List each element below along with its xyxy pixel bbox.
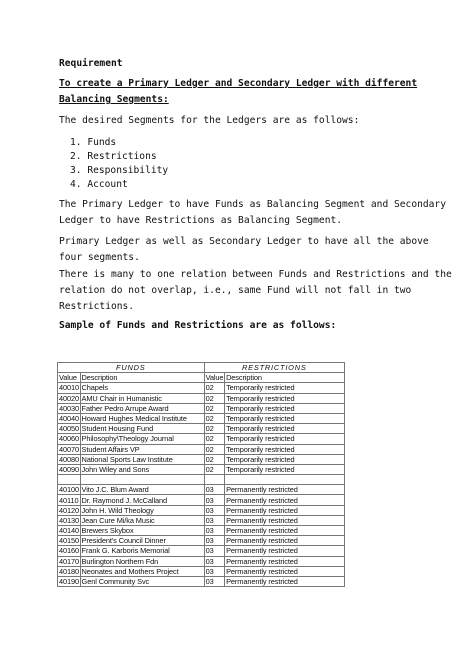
table-row <box>58 485 345 495</box>
paragraph-relation <box>59 267 452 315</box>
restriction-description-cell: Permanently restricted <box>225 556 345 566</box>
empty-cell <box>225 475 345 485</box>
column-header-value: Value <box>58 373 81 383</box>
fund-value-cell: 40040 <box>59 414 80 424</box>
fund-value-cell: 40030 <box>59 403 80 413</box>
table-body <box>58 363 345 587</box>
table-row <box>58 413 345 423</box>
restriction-value-cell: 03 <box>204 536 225 546</box>
restriction-value-cell: 03 <box>204 556 225 566</box>
paragraph-line: Restrictions. <box>59 301 135 312</box>
fund-description-cell: Student Housing Fund <box>80 424 204 434</box>
fund-value-cell: 40130 <box>59 515 80 525</box>
restriction-description-cell: Temporarily restricted <box>225 454 345 464</box>
fund-description-cell: AMU Chair in Humanistic <box>80 393 204 403</box>
requirement-title <box>59 76 419 108</box>
fund-value-cell: 40190 <box>59 577 80 587</box>
table-row <box>58 464 345 474</box>
fund-description-cell: Burlington Northern Fdn <box>80 556 204 566</box>
fund-description-cell: Brewers Skybox <box>80 526 204 536</box>
paragraph-line: relation do not overlap, i.e., same Fund will not fall in two <box>59 285 412 296</box>
paragraph-line: Primary Ledger as well as Secondary Ledger to have all the above <box>59 236 429 247</box>
restriction-description-cell: Permanently restricted <box>225 536 345 546</box>
restriction-value-cell: 03 <box>204 485 225 495</box>
table-row <box>58 403 345 413</box>
table-row <box>58 495 345 505</box>
fund-description-cell: President's Council Dinner <box>80 536 204 546</box>
fund-description-cell: Genl Community Svc <box>80 576 204 586</box>
fund-value-cell: 40110 <box>59 495 79 505</box>
table-row <box>58 526 345 536</box>
table-row <box>58 444 345 454</box>
fund-description-cell: John H. Wild Theology <box>80 505 204 515</box>
fund-value-cell: 40160 <box>59 546 80 556</box>
empty-cell <box>80 475 204 485</box>
table-row <box>58 546 345 556</box>
fund-value-cell: 40100 <box>59 485 80 495</box>
restrictions-header: RESTRICTIONS <box>204 363 344 373</box>
fund-description-cell: John Wiley and Sons <box>80 464 204 474</box>
restriction-value-cell: 02 <box>204 413 225 423</box>
restriction-value-cell: 02 <box>204 393 225 403</box>
list-item: 4. Account <box>70 179 128 190</box>
fund-value-cell: 40150 <box>59 536 80 546</box>
restriction-description-cell: Permanently restricted <box>225 546 345 556</box>
table-row <box>58 505 345 515</box>
restriction-value-cell: 02 <box>204 403 225 413</box>
table-row <box>58 454 345 464</box>
fund-description-cell: Neonates and Mothers Project <box>80 566 204 576</box>
paragraph-line: The Primary Ledger to have Funds as Balancing Segment and Secondary <box>59 199 446 210</box>
fund-description-cell: Chapels <box>80 383 204 393</box>
paragraph-segments <box>59 234 429 266</box>
restriction-value-cell: 03 <box>204 576 225 586</box>
fund-value-cell: 40120 <box>59 505 80 515</box>
restriction-value-cell: 03 <box>204 546 225 556</box>
restriction-value-cell: 02 <box>204 464 225 474</box>
restriction-value-cell: 03 <box>204 495 225 505</box>
fund-description-cell: Jean Cure Mi/ka Music <box>80 515 204 525</box>
restriction-description-cell: Permanently restricted <box>225 566 345 576</box>
table-row <box>58 434 345 444</box>
restriction-description-cell: Permanently restricted <box>225 515 345 525</box>
fund-description-cell: Philosophy\Theology Journal <box>80 434 204 444</box>
list-item: 3. Responsibility <box>70 165 169 176</box>
restriction-description-cell: Temporarily restricted <box>225 393 345 403</box>
restriction-description-cell: Temporarily restricted <box>225 444 345 454</box>
restriction-value-cell: 03 <box>204 526 225 536</box>
column-header-value: Value <box>205 373 224 383</box>
requirement-title-line2: Balancing Segments: <box>59 94 169 105</box>
fund-value-cell: 40050 <box>59 424 80 434</box>
list-item: 2. Restrictions <box>70 151 157 162</box>
restriction-value-cell: 02 <box>204 454 225 464</box>
table-row <box>58 556 345 566</box>
restriction-description-cell: Temporarily restricted <box>225 403 345 413</box>
fund-description-cell: Student Affairs VP <box>80 444 204 454</box>
restriction-value-cell: 02 <box>204 444 225 454</box>
table-row <box>58 536 345 546</box>
sample-heading: Sample of Funds and Restrictions are as follows: <box>59 320 337 331</box>
restriction-description-cell: Temporarily restricted <box>225 434 345 444</box>
table-row <box>58 383 345 393</box>
funds-restrictions-table <box>57 362 345 587</box>
restriction-description-cell: Temporarily restricted <box>225 413 345 423</box>
table-row <box>58 393 345 403</box>
fund-value-cell: 40170 <box>59 556 80 566</box>
segments-intro: The desired Segments for the Ledgers are as follows: <box>59 115 360 126</box>
fund-value-cell: 40080 <box>59 454 80 464</box>
empty-cell <box>58 475 81 485</box>
fund-value-cell: 40140 <box>59 526 80 536</box>
restriction-description-cell: Permanently restricted <box>225 485 345 495</box>
paragraph-line: four segments. <box>59 252 140 263</box>
fund-description-cell: Frank G. Karboris Memorial <box>80 546 204 556</box>
table-column-header-row <box>58 373 345 383</box>
table-row <box>58 424 345 434</box>
fund-description-cell: Father Pedro Arrupe Award <box>80 403 204 413</box>
list-item: 1. Funds <box>70 137 117 148</box>
restriction-description-cell: Temporarily restricted <box>225 464 345 474</box>
restriction-value-cell: 03 <box>204 505 225 515</box>
restriction-value-cell: 02 <box>204 424 225 434</box>
fund-description-cell: National Sports Law Institute <box>80 454 204 464</box>
fund-value-cell: 40020 <box>59 393 80 403</box>
fund-description-cell: Dr. Raymond J. McCalland <box>80 495 204 505</box>
column-header-description: Description <box>225 373 345 383</box>
restriction-description-cell: Temporarily restricted <box>225 383 345 393</box>
restriction-value-cell: 03 <box>204 515 225 525</box>
restriction-value-cell: 03 <box>204 566 225 576</box>
restriction-value-cell: 02 <box>204 434 225 444</box>
restriction-description-cell: Permanently restricted <box>225 576 345 586</box>
table-row <box>58 515 345 525</box>
fund-description-cell: Vito J.C. Blum Award <box>80 485 204 495</box>
fund-description-cell: Howard Hughes Medical Institute <box>80 413 204 423</box>
restriction-description-cell: Permanently restricted <box>225 495 345 505</box>
restriction-description-cell: Temporarily restricted <box>225 424 345 434</box>
restriction-description-cell: Permanently restricted <box>225 505 345 515</box>
fund-value-cell: 40090 <box>59 464 80 474</box>
document-heading: Requirement <box>59 58 123 69</box>
funds-header: FUNDS <box>58 363 205 373</box>
table-row <box>58 566 345 576</box>
fund-value-cell: 40010 <box>59 383 80 393</box>
restriction-value-cell: 02 <box>204 383 225 393</box>
paragraph-line: Ledger to have Restrictions as Balancing Segment. <box>59 215 343 226</box>
empty-cell <box>204 475 225 485</box>
fund-value-cell: 40060 <box>59 434 80 444</box>
fund-value-cell: 40180 <box>59 566 80 576</box>
table-row <box>58 576 345 586</box>
table-spacer-row <box>58 475 345 485</box>
restriction-description-cell: Permanently restricted <box>225 526 345 536</box>
requirement-title-line1: To create a Primary Ledger and Secondary Ledger with different <box>59 78 418 89</box>
column-header-description: Description <box>80 373 204 383</box>
segments-list <box>70 136 168 192</box>
fund-value-cell: 40070 <box>59 444 80 454</box>
paragraph-line: There is many to one relation between Funds and Restrictions and the <box>59 269 452 280</box>
paragraph-balancing <box>59 197 446 229</box>
table-group-header-row <box>58 363 345 373</box>
